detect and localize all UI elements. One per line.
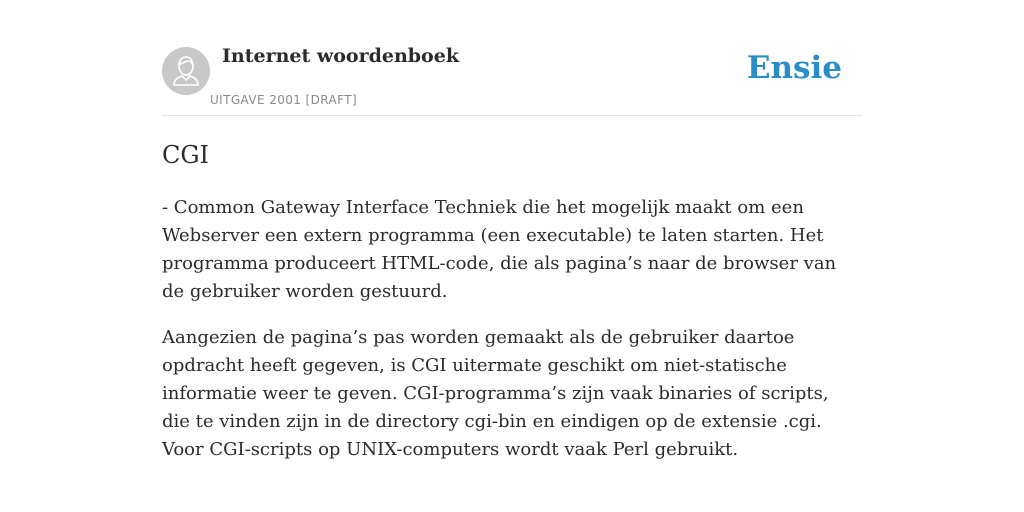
entry-term: CGI xyxy=(162,141,210,169)
source-title[interactable]: Internet woordenboek xyxy=(222,45,459,67)
avatar[interactable] xyxy=(162,47,210,95)
page-container xyxy=(162,0,862,482)
definition-paragraph: Aangezien de pagina’s pas worden gemaakt als de gebruiker daartoe opdracht heeft gegeven, is CGI uitermate geschikt om niet-statische informatie weer te geven. CGI-programma’s zijn vaak binaries of scripts, die te vinden zijn in de directory cgi-bin en eindigen op de extensie .cgi. Voor CGI-scripts op UNIX-computers wordt vaak Perl gebruikt. xyxy=(162,327,829,460)
user-icon xyxy=(162,47,210,95)
definition-paragraph: - Common Gateway Interface Techniek die het mogelijk maakt om een Webserver een extern programma (een executable) te laten starten. Het programma produceert HTML-code, die als pagina’s naar de browser van de gebruiker worden gestuurd. xyxy=(162,197,837,302)
source-header xyxy=(162,0,862,116)
edition-label: UITGAVE 2001 [DRAFT] xyxy=(210,93,358,107)
ensie-logo[interactable]: Ensie xyxy=(746,50,842,86)
entry-definition xyxy=(162,194,862,464)
